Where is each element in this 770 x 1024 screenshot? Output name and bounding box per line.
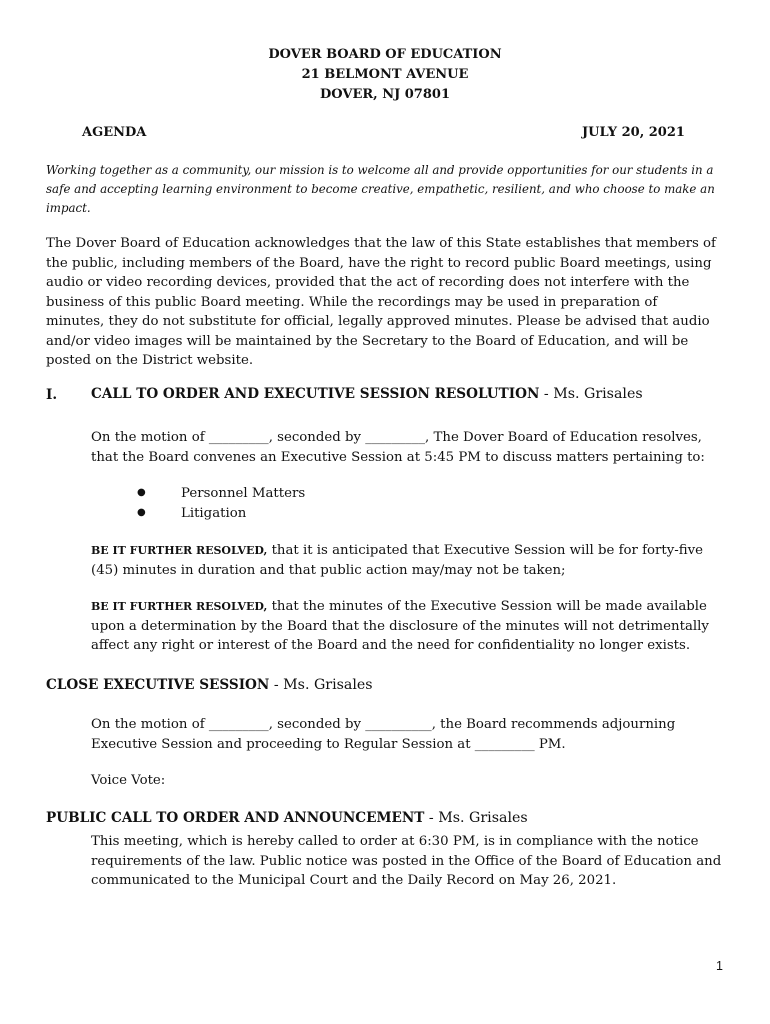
mission-line: Working together as a community, our mission is to welcome all and provide opportunities for our students in a bbox=[46, 163, 714, 177]
bullet-icon: ● bbox=[137, 507, 146, 518]
motion-line: that the Board convenes an Executive Session at 5:45 PM to discuss matters pertaining to: bbox=[91, 449, 705, 465]
notice-line: The Dover Board of Education acknowledges that the law of this State establishes that members of bbox=[46, 236, 716, 251]
notice-line: audio or video recording devices, provided that the act of recording does not interfere with the bbox=[46, 275, 690, 290]
page-number: 1 bbox=[716, 959, 723, 973]
header-district: DOVER BOARD OF EDUCATION bbox=[268, 47, 502, 62]
bullet-icon: ● bbox=[137, 487, 146, 498]
resolution-line: affect any right or interest of the Board and the need for confidentiality no longer exists. bbox=[91, 638, 691, 653]
section-heading-close-executive bbox=[46, 677, 373, 693]
section-heading-call-to-order bbox=[91, 386, 643, 402]
announcement-line: requirements of the law. Public notice was posted in the Office of the Board of Education and bbox=[91, 853, 722, 869]
resolution-lead: BE IT FURTHER RESOLVED, bbox=[91, 600, 268, 613]
mission-line: impact. bbox=[46, 201, 91, 215]
list-item: Litigation bbox=[181, 506, 247, 521]
header-address: 21 BELMONT AVENUE bbox=[301, 67, 469, 82]
notice-line: the public, including members of the Board, have the right to record public Board meetings, using bbox=[46, 255, 712, 271]
header-city: DOVER, NJ 07801 bbox=[319, 87, 450, 102]
section-presenter: - Ms. Grisales bbox=[539, 386, 643, 402]
notice-line: minutes, they do not substitute for official, legally approved minutes. Please be advised that audio bbox=[46, 314, 710, 329]
resolution-line: upon a determination by the Board that the disclosure of the minutes will not detrimentally bbox=[91, 618, 709, 634]
meeting-date: JULY 20, 2021 bbox=[582, 125, 685, 140]
notice-line: posted on the District website. bbox=[46, 353, 254, 368]
voice-vote-label: Voice Vote: bbox=[91, 773, 166, 788]
resolution-text: that it is anticipated that Executive Session will be for forty-five bbox=[267, 543, 704, 558]
notice-line: business of this public Board meeting. While the recordings may be used in preparation of bbox=[46, 294, 658, 310]
resolution-paragraph bbox=[91, 541, 703, 561]
section-number: I. bbox=[46, 387, 58, 403]
mission-line: safe and accepting learning environment to become creative, empathetic, resilient, and who choose to make an bbox=[46, 182, 715, 196]
resolution-lead: BE IT FURTHER RESOLVED, bbox=[91, 544, 268, 557]
section-presenter: - Ms. Grisales bbox=[424, 810, 528, 826]
motion-line: On the motion of _________, seconded by __________, the Board recommends adjourning bbox=[91, 717, 676, 732]
section-heading-public-call bbox=[46, 810, 528, 826]
list-item: Personnel Matters bbox=[181, 486, 306, 501]
resolution-text: that the minutes of the Executive Session will be made available bbox=[267, 599, 707, 614]
announcement-line: This meeting, which is hereby called to order at 6:30 PM, is in compliance with the notice bbox=[91, 834, 699, 849]
section-title: CLOSE EXECUTIVE SESSION bbox=[46, 677, 270, 693]
motion-line: Executive Session and proceeding to Regular Session at _________ PM. bbox=[91, 736, 566, 752]
section-title: PUBLIC CALL TO ORDER AND ANNOUNCEMENT bbox=[46, 810, 425, 826]
motion-line: On the motion of _________, seconded by _________, The Dover Board of Education resolves, bbox=[91, 430, 702, 445]
notice-line: and/or video images will be maintained by the Secretary to the Board of Education, and will be bbox=[46, 333, 689, 349]
resolution-paragraph bbox=[91, 597, 707, 617]
section-title: CALL TO ORDER AND EXECUTIVE SESSION RESOLUTION bbox=[91, 386, 540, 402]
resolution-line: (45) minutes in duration and that public action may/may not be taken; bbox=[91, 562, 566, 578]
agenda-label: AGENDA bbox=[82, 125, 147, 140]
announcement-line: communicated to the Municipal Court and the Daily Record on May 26, 2021. bbox=[91, 873, 617, 888]
section-presenter: - Ms. Grisales bbox=[269, 677, 373, 693]
